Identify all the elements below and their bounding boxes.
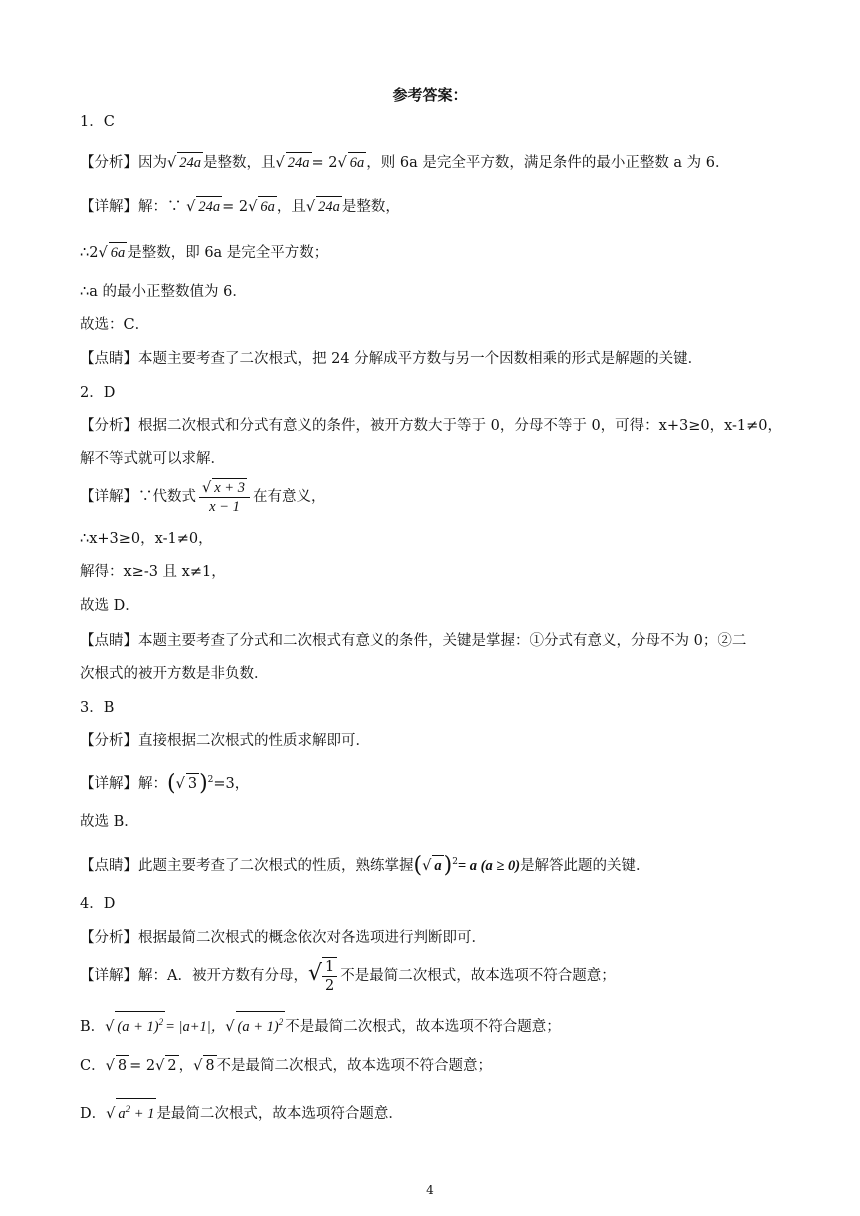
q4-option-a: 【详解】解：A．被开方数有分母，√ $\frac{1}{2}$ 不是最简二次根式，故本选项不符合题意； <box>80 959 616 994</box>
q4-option-d: D．√ $a^2 + 1$ 是最简二次根式，故本选项符合题意． <box>80 1098 403 1124</box>
q2-step2: 解得：x≥-3 且 x≠1， <box>80 564 226 580</box>
q2-comment-cont: 次根式的被开方数是非负数． <box>80 666 269 682</box>
q4-option-c: C．√ 8 = 2√ 2 ，√ 8 不是最简二次根式，故本选项不符合题意； <box>80 1055 492 1076</box>
q1-analysis: 【分析】因为√ 24a 是整数，且√ 24a = 2√ 6a ，则 6a 是完全平方数，满足条件的最小正整数 a 为 6． <box>80 152 730 173</box>
q2-number: 2．D <box>80 385 116 401</box>
q3-choose: 故选 B． <box>80 814 139 830</box>
q4-analysis: 【分析】根据最简二次根式的概念依次对各选项进行判断即可． <box>80 930 486 946</box>
q3-analysis: 【分析】直接根据二次根式的性质求解即可． <box>80 733 370 749</box>
q2-choose: 故选 D． <box>80 598 140 614</box>
q3-number: 3．B <box>80 700 115 716</box>
q1-step2: ∴a 的最小正整数值为 6． <box>80 284 247 300</box>
q3-detail: 【详解】解：(√ 3)$^2$=3， <box>80 770 250 796</box>
q1-step1: ∴2√ 6a 是整数，即 6a 是完全平方数； <box>80 242 328 263</box>
q2-analysis-cont: 解不等式就可以求解． <box>80 451 225 467</box>
q2-comment: 【点睛】本题主要考查了分式和二次根式有意义的条件，关键是掌握：①分式有意义，分母不为 0；②二 <box>80 633 747 649</box>
q1-number: 1．C <box>80 114 115 130</box>
page-number: 4 <box>426 1183 434 1197</box>
q2-detail: 【详解】∵代数式 $\frac{√ x + 3}{x - 1}$ 在有意义， <box>80 480 326 515</box>
q2-analysis: 【分析】根据二次根式和分式有意义的条件，被开方数大于等于 0，分母不等于 0，可得：x+3≥0，x-1≠0， <box>80 418 783 434</box>
q1-detail: 【详解】解：∵ √ 24a = 2√ 6a ，且√ 24a 是整数， <box>80 196 400 217</box>
q1-choose: 故选：C． <box>80 317 150 333</box>
q4-number: 4．D <box>80 896 116 912</box>
page-title: 参考答案： <box>392 86 468 104</box>
q4-option-b: B．√ $(a + 1)^2 = |a+1|$，√ $(a + 1)^2$ 不是最简二次根式，故本选项不符合题意； <box>80 1011 561 1037</box>
q1-comment: 【点睛】本题主要考查了二次根式，把 24 分解成平方数与另一个因数相乘的形式是解题的关键． <box>80 351 703 367</box>
q3-comment: 【点睛】此题主要考查了二次根式的性质，熟练掌握(√ a)$^2$= a (a ≥ 0)是解答此题的关键． <box>80 852 651 878</box>
q2-step1: ∴x+3≥0，x-1≠0， <box>80 531 213 547</box>
